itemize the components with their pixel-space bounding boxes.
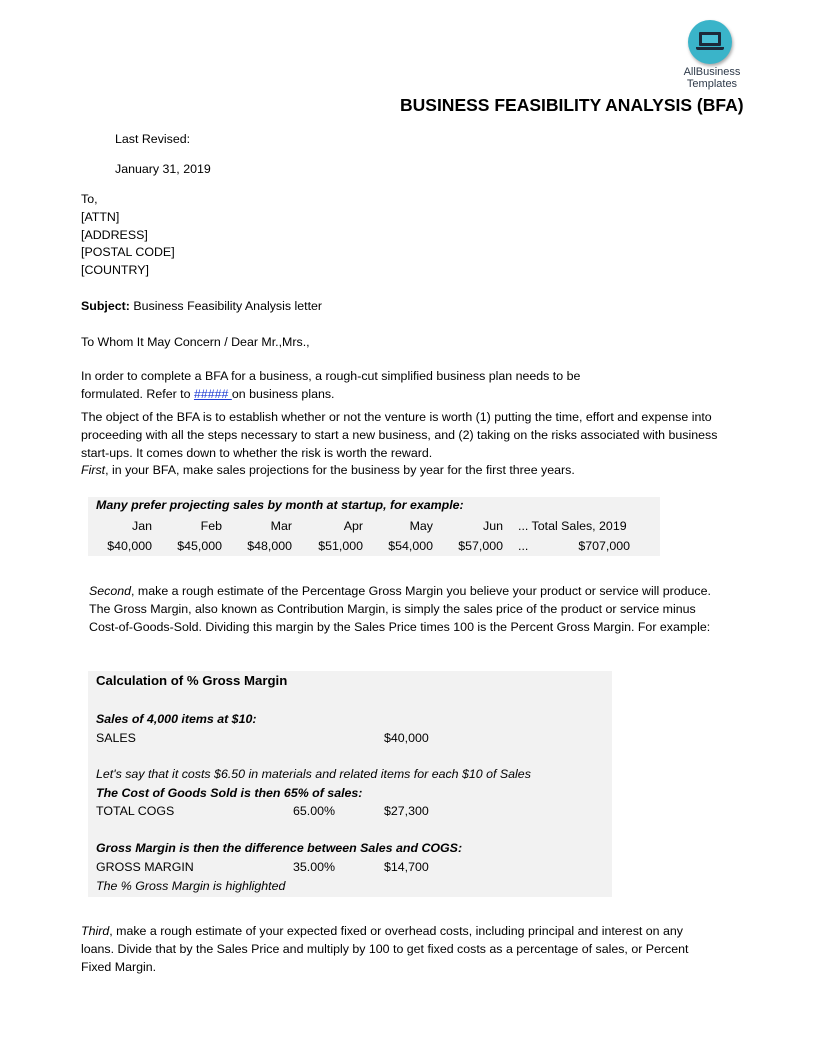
third-emphasis: Third xyxy=(81,924,110,938)
sales-label: SALES xyxy=(96,731,136,745)
document-title: BUSINESS FEASIBILITY ANALYSIS (BFA) xyxy=(400,95,744,115)
month-header: Feb xyxy=(200,519,222,533)
subject-line xyxy=(81,299,322,313)
intro-text: formulated. Refer to xyxy=(81,387,194,401)
ellipsis-cell: ... xyxy=(518,539,529,553)
cogs-label: TOTAL COGS xyxy=(96,804,175,818)
gm-label: GROSS MARGIN xyxy=(96,860,194,874)
second-emphasis: Second xyxy=(89,584,132,598)
month-header: Apr xyxy=(343,519,363,533)
month-value: $57,000 xyxy=(458,539,503,553)
cogs-value: $27,300 xyxy=(384,804,429,818)
sales-value: $40,000 xyxy=(384,731,429,745)
month-value: $45,000 xyxy=(177,539,222,553)
month-value: $54,000 xyxy=(388,539,433,553)
gm-footnote: The % Gross Margin is highlighted xyxy=(96,879,286,893)
second-paragraph xyxy=(89,582,724,636)
subject-label: Subject: xyxy=(81,299,130,313)
month-value: $40,000 xyxy=(107,539,152,553)
laptop-icon xyxy=(688,20,732,64)
month-value: $48,000 xyxy=(247,539,292,553)
month-value: $51,000 xyxy=(318,539,363,553)
address-address: [ADDRESS] xyxy=(81,228,148,242)
month-header: Mar xyxy=(270,519,292,533)
salutation: To Whom It May Concern / Dear Mr.,Mrs., xyxy=(81,335,310,349)
revision-date: January 31, 2019 xyxy=(115,162,211,176)
third-text: , make a rough estimate of your expected fixed or overhead costs, including principal and interest on any loans. Divide that by the Sales Price and multiply by 100 to get fixed costs as a percentage of sales, or Percent Fixed Margin. xyxy=(81,924,689,974)
logo-line2: Templates xyxy=(686,78,738,90)
subject-text: Business Feasibility Analysis letter xyxy=(133,299,323,313)
third-paragraph xyxy=(81,922,706,976)
intro-line1: In order to complete a BFA for a business, a rough-cut simplified business plan needs to be xyxy=(81,369,581,383)
gm-percent: 35.00% xyxy=(293,860,336,874)
total-sales-header: ... Total Sales, 2019 xyxy=(518,519,627,533)
total-sales-value: $707,000 xyxy=(578,539,630,553)
gm-table-title: Calculation of % Gross Margin xyxy=(96,673,288,688)
month-header: Jun xyxy=(483,519,503,533)
address-to: To, xyxy=(81,192,98,206)
cogs-heading: The Cost of Goods Sold is then 65% of sales: xyxy=(96,786,363,800)
logo-text xyxy=(676,66,748,90)
first-text: , in your BFA, make sales projections for the business by year for the first three years. xyxy=(105,463,575,477)
first-emphasis: First xyxy=(81,463,106,477)
cogs-percent: 65.00% xyxy=(293,804,336,818)
second-text: , make a rough estimate of the Percentage Gross Margin you believe your product or service will produce. The Gross Margin, also known as Contribution Margin, is simply the sales price of the product or service minus Cost-of-Goods-Sold. Dividing this margin by the Sales Price times 100 is the Percent Gross Margin. For example: xyxy=(89,584,711,634)
month-header: May xyxy=(409,519,433,533)
address-country: [COUNTRY] xyxy=(81,263,149,277)
sales-heading: Sales of 4,000 items at $10: xyxy=(96,712,257,726)
month-header: Jan xyxy=(132,519,152,533)
intro-line2 xyxy=(81,387,335,401)
first-paragraph xyxy=(81,463,575,477)
object-paragraph: The object of the BFA is to establish whether or not the venture is worth (1) putting the time, effort and expense into proceeding with all the steps necessary to start a new business, and (2) taking on the risks associated with business start-ups. It comes down to whether the risk is worth the reward. xyxy=(81,410,718,460)
gm-value: $14,700 xyxy=(384,860,429,874)
cost-note: Let's say that it costs $6.50 in materials and related items for each $10 of Sales xyxy=(96,767,531,781)
logo-line1: AllBusiness xyxy=(683,66,741,78)
address-attn: [ATTN] xyxy=(81,210,120,224)
business-plans-link[interactable]: ##### xyxy=(193,387,232,401)
intro-text-end: on business plans. xyxy=(231,387,335,401)
sales-table-heading: Many prefer projecting sales by month at startup, for example: xyxy=(96,498,464,512)
last-revised-label: Last Revised: xyxy=(115,132,191,146)
address-postal: [POSTAL CODE] xyxy=(81,245,175,259)
gm-heading: Gross Margin is then the difference between Sales and COGS: xyxy=(96,841,463,855)
